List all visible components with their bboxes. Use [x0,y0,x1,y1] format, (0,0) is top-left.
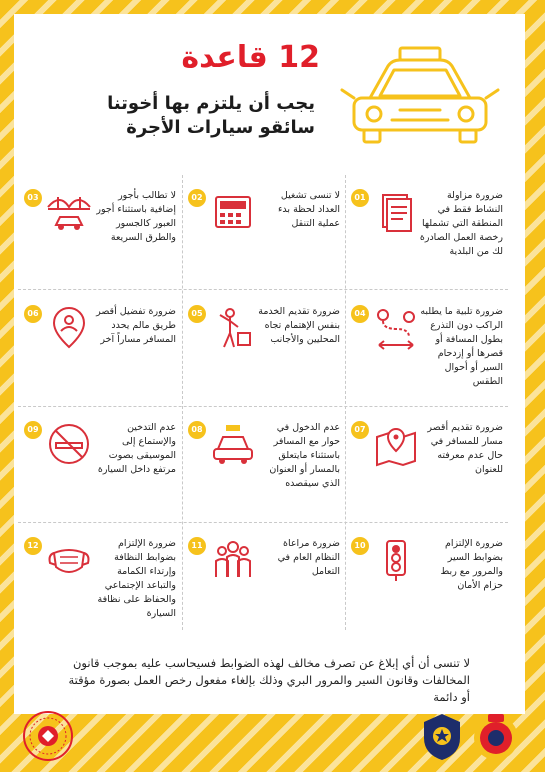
rule-item [182,407,345,522]
rule-text: لا تطالب بأجور إضافية باستثناء أجور العبور كالجسور والطرق السريعة [96,190,176,243]
rule-text: ضرورة مراعاة النظام العام في التعامل [277,538,340,577]
rule-text: ضرورة تفضيل أقصر طريق مالم يحدد المسافر مساراً آخر [96,306,176,345]
rule-item [18,175,181,290]
ministry-seal-icon [22,710,74,762]
rule-text: ضرورة مزاولة النشاط فقط في المنطقة التي تشملها رخصة العمل الصادرة لك من البلدية [419,190,503,257]
rule-item [345,523,508,638]
rule-item [182,523,345,638]
rule-item [182,175,345,290]
taxi-illustration-icon [330,40,510,150]
document-icon [373,189,419,235]
rule-number-badge: 02 [188,189,206,207]
location-person-icon [46,305,92,351]
rule-text: ضرورة تلبية ما يطلبه الراكب دون التذرع بطول المسافة أو قصرها أو إزدحام السير أو أحوال الطقس [420,306,503,387]
rule-number-badge: 10 [351,537,369,555]
rule-number-badge: 06 [24,305,42,323]
page-title: 12 قاعدة [181,40,320,75]
rule-number-badge: 12 [24,537,42,555]
rule-number-badge: 04 [351,305,369,323]
rule-text: ضرورة تقديم أقصر مسار للمسافر في حال عدم معرفته للعنوان [427,422,503,475]
rule-text: عدم الدخول في حوار مع المسافر باستثناء مايتعلق بالمسار أو العنوان الذي سيقصده [269,422,340,489]
rule-item [345,175,508,290]
rule-text: ضرورة الإلتزام بضوابط السير والمرور مع ربط حزام الأمان [440,538,503,591]
rule-item [345,407,508,522]
taximeter-icon [210,189,256,235]
rule-item [345,291,508,406]
route-icon [373,305,419,351]
rule-item [182,291,345,406]
rule-number-badge: 05 [188,305,206,323]
footer-warning: لا تنسى أن أي إبلاغ عن تصرف مخالف لهذه الضوابط فسيحاسب عليه بموجب قانون المخالفات وقانون السير والمرور البري وذلك بإلغاء مفعول رخص العمل بصورة مؤقتة أو دائمة [68,656,470,704]
rule-item [18,407,181,522]
rule-text: عدم التدخين والإستماع إلى الموسيقى بصوت مرتفع داخل السيارة [97,422,176,475]
police-badge-icon [420,712,464,762]
rule-number-badge: 01 [351,189,369,207]
rule-number-badge: 03 [24,189,42,207]
rule-item [18,523,181,638]
rule-text: لا تنسى تشغيل العداد لحظة بدء عملية التنقل [277,190,340,229]
rule-number-badge: 07 [351,421,369,439]
traveler-icon [210,305,256,351]
rule-number-badge: 09 [24,421,42,439]
page-subtitle: يجب أن يلتزم بها أخوتنا سائقو سيارات الأجرة [107,93,315,138]
people-icon [210,537,256,583]
rule-text: ضرورة تقديم الخدمة بنفس الإهتمام تجاه المحليين والأجانب [258,306,340,345]
rule-number-badge: 08 [188,421,206,439]
map-pin-icon [373,421,419,467]
traffic-light-icon [373,537,419,583]
bridge-car-icon [46,189,92,235]
rule-item [18,291,181,406]
rule-text: ضرورة الإلتزام بضوابط النظافة وإرتداء الكمامة والتباعد الإجتماعي والحفاظ على نظافة السيارة [97,538,176,619]
taxi-chat-icon [210,421,256,467]
face-mask-icon [46,537,92,583]
no-smoking-icon [46,421,92,467]
rule-number-badge: 11 [188,537,206,555]
gendarmerie-badge-icon [472,712,520,762]
